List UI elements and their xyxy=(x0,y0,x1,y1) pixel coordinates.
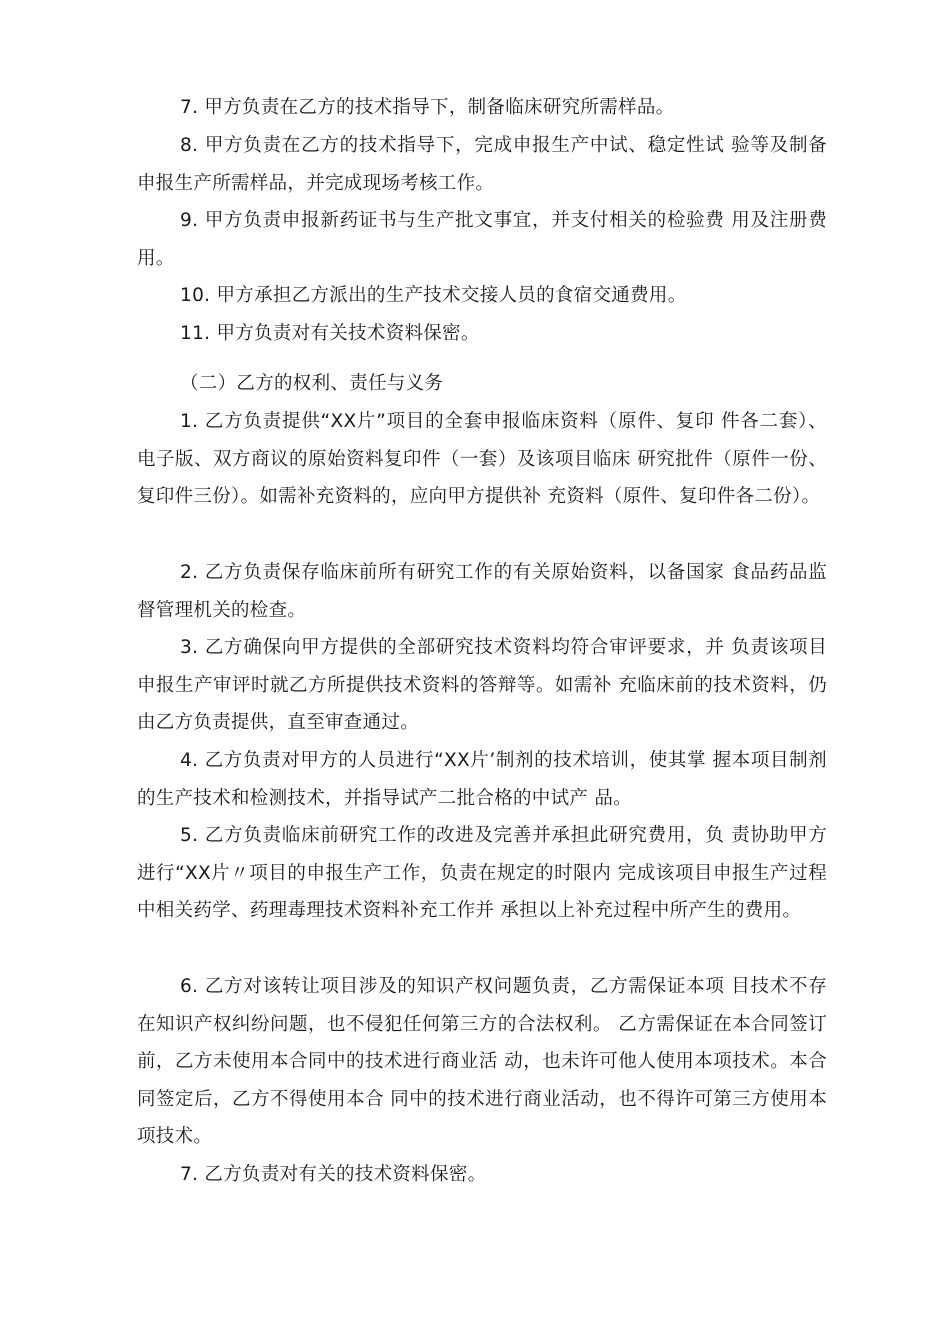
party-a-item-10: 10. 甲方承担乙方派出的生产技术交接人员的食宿交通费用。 xyxy=(180,285,687,306)
party-b-item-7: 7. 乙方负责对有关的技术资料保密。 xyxy=(180,1164,487,1185)
party-b-item-1: 1. 乙方负责提供“XX片”项目的全套申报临床资料（原件、复印 件各二套）、电子版、双方商议的原始资料复印件（一套）及该项目临床 研究批件（原件一份、复印件三份）。如需补充资料的，应向甲方提供补 充资料（原件、复印件各二份）。 xyxy=(137,411,827,507)
section-two-heading: （二）乙方的权利、责任与义务 xyxy=(180,373,444,394)
party-a-item-7: 7. 甲方负责在乙方的技术指导下，制备临床研究所需样品。 xyxy=(180,97,675,118)
party-a-item-9: 9. 甲方负责申报新药证书与生产批文事宜，并支付相关的检验费 用及注册费用。 xyxy=(137,210,827,269)
party-a-item-11: 11. 甲方负责对有关技术资料保密。 xyxy=(180,323,480,344)
party-b-item-5: 5. 乙方负责临床前研究工作的改进及完善并承担此研究费用，负 责协助甲方进行“XX片〃项目的申报生产工作，负责在规定的时限内 完成该项目申报生产过程中相关药学、药理毒理技术资料补充工作并 承担以上补充过程中所产生的费用。 xyxy=(137,825,827,921)
party-b-item-6: 6. 乙方对该转让项目涉及的知识产权问题负责，乙方需保证本项 目技术不存在知识产权纠纷问题，也不侵犯任何第三方的合法权利。 乙方需保证在本合同签订前，乙方未使用本合同中的技术进行商业活 动，也未许可他人使用本项技术。本合同签定后，乙方不得使用本合 同中的技术进行商业活动，也不得许可第三方使用本项技术。 xyxy=(137,976,827,1147)
party-b-item-2: 2. 乙方负责保存临床前所有研究工作的有关原始资料，以备国家 食品药品监督管理机关的检查。 xyxy=(137,562,827,621)
party-b-item-4: 4. 乙方负责对甲方的人员进行“XX片’制剂的技术培训，使其掌 握本项目制剂的生产技术和检测技术，并指导试产二批合格的中试产 品。 xyxy=(137,750,827,809)
party-a-item-8: 8. 甲方负责在乙方的技术指导下，完成申报生产中试、稳定性试 验等及制备申报生产所需样品，并完成现场考核工作。 xyxy=(137,135,827,194)
party-b-item-3: 3. 乙方确保向甲方提供的全部研究技术资料均符合审评要求，并 负责该项目申报生产审评时就乙方所提供技术资料的答辩等。如需补 充临床前的技术资料，仍由乙方负责提供，直至审查通过。 xyxy=(137,637,827,733)
